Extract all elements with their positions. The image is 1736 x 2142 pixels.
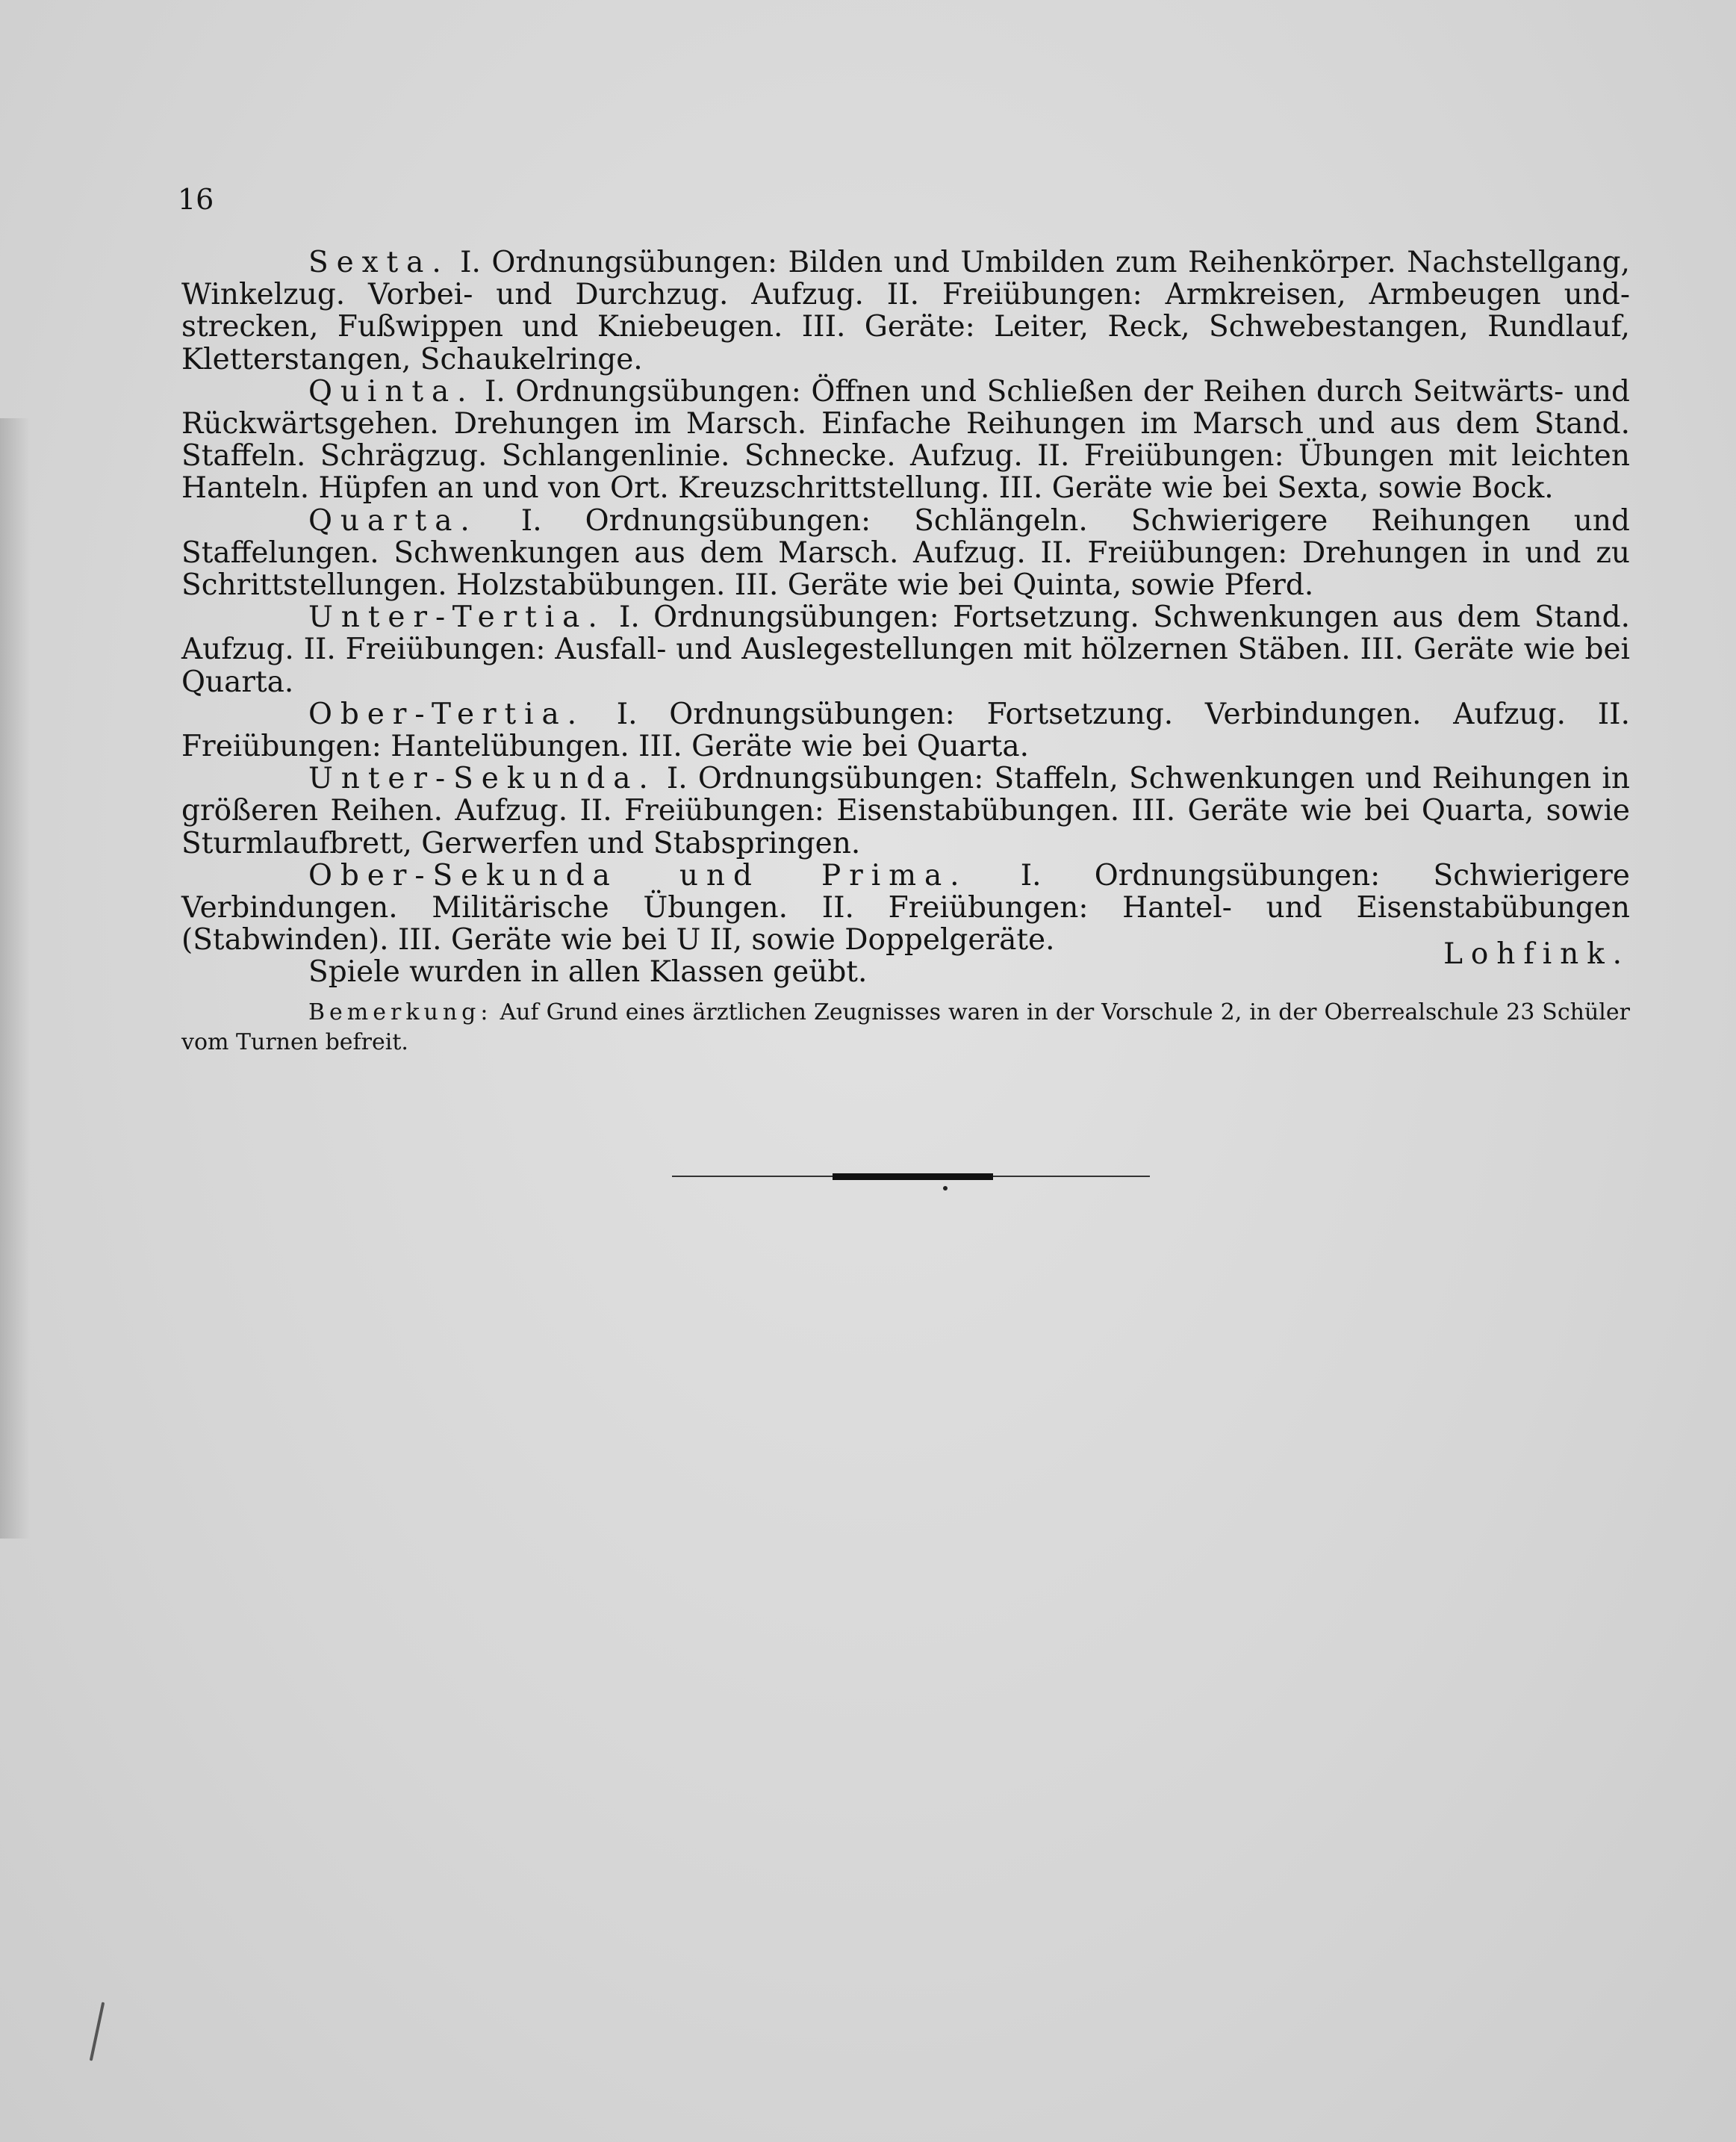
signature: Lohfink.: [1443, 937, 1630, 972]
page-number: 16: [178, 183, 214, 216]
body-text: [181, 246, 1630, 1058]
footnote-label: Bemerkung:: [308, 999, 493, 1025]
closing-text: Spiele wurden in allen Klassen geübt.: [308, 955, 868, 990]
class-heading: Sexta.: [308, 246, 449, 279]
class-heading: Unter-Sekunda.: [308, 762, 656, 796]
paragraph-text: I. Ordnungsübungen: Fortsetzung. Schwenkungen aus dem Stand. Aufzug. II. Freiübungen: Ausfall- und Auslegestellungen mit hölzernen Stäben. III. Geräte wie bei Quarta.: [181, 600, 1630, 699]
footnote: [181, 998, 1630, 1058]
closing-line: [181, 937, 1630, 990]
class-heading: Quinta.: [308, 374, 475, 409]
class-heading: Ober-Tertia.: [308, 697, 585, 731]
paragraph-text: I. Ordnungsübungen: Öffnen und Schließen der Reihen durch Seitwärts- und Rückwärtsgehen. Drehungen im Marsch. Einfache Reihungen im Marsch und aus dem Stand. Staffeln. Schrägzug. Schlangenlinie. Schnecke. Aufzug. II. Freiübungen: Übungen mit leichten Hanteln. Hüpfen an und von Ort. Kreuzschrittstellung. III. Geräte wie bei Sexta, sowie Bock.: [181, 374, 1631, 506]
paragraph-text: I. Ordnungsübungen: Schlängeln. Schwierigere Reihungen und Staffelungen. Schwenkungen aus dem Marsch. Aufzug. II. Freiübungen: Drehungen in und zu Schrittstellungen. Holzstabübungen. III. Geräte wie bei Quinta, sowie Pferd.: [181, 503, 1630, 603]
paragraph-ober-tertia: [181, 698, 1630, 763]
scan-mark: [90, 2002, 105, 2061]
paragraph-text: I. Ordnungsübungen: Staffeln, Schwenkungen und Reihungen in größeren Reihen. Aufzug. II. Freiübungen: Eisenstabübungen. III. Geräte wie bei Quarta, sowie Sturmlaufbrett, Gerwerfen und Stabspringen.: [181, 762, 1630, 860]
section-divider: [672, 1170, 1150, 1185]
divider-thick-bar: [833, 1173, 993, 1180]
paragraph-text: I. Ordnungsübungen: Schwierigere Verbindungen. Militärische Übungen. II. Freiübungen: Hantel- und Eisenstabübungen (Stabwinden). III. Geräte wie bei U II, sowie Doppelgeräte.: [181, 858, 1630, 957]
divider-dot: [943, 1186, 948, 1190]
footnote-text: Auf Grund eines ärztlichen Zeugnisses waren in der Vorschule 2, in der Oberrealschule 23 Schüler vom Turnen befreit.: [181, 999, 1630, 1055]
class-heading: Ober-Sekunda und Prima.: [308, 858, 968, 892]
paragraph-unter-sekunda: [181, 763, 1630, 860]
class-heading: Quarta.: [308, 503, 478, 538]
paragraph-quarta: [181, 505, 1630, 602]
paragraph-unter-tertia: [181, 601, 1630, 698]
page-edge-shadow: [0, 418, 30, 1539]
paragraph-quinta: [181, 376, 1630, 505]
paragraph-sexta: [181, 246, 1630, 376]
class-heading: Unter-Tertia.: [308, 600, 606, 635]
paragraph-text: I. Ordnungsübungen: Fortsetzung. Verbindungen. Aufzug. II. Freiübungen: Hantelübungen. III. Geräte wie bei Quarta.: [181, 697, 1630, 764]
paragraph-text: I. Ordnungsübungen: Bilden und Umbilden zum Reihenkörper. Nachstellgang, Winkelzug. Vorbei- und Durchzug. Aufzug. II. Freiübungen: Armkreisen, Armbeugen und- strecken, Fußwippen und Kniebeugen. III. Geräte: Leiter, Reck, Schwebestangen, Rundlauf, Kletterstangen, Schaukelringe.: [181, 246, 1630, 376]
